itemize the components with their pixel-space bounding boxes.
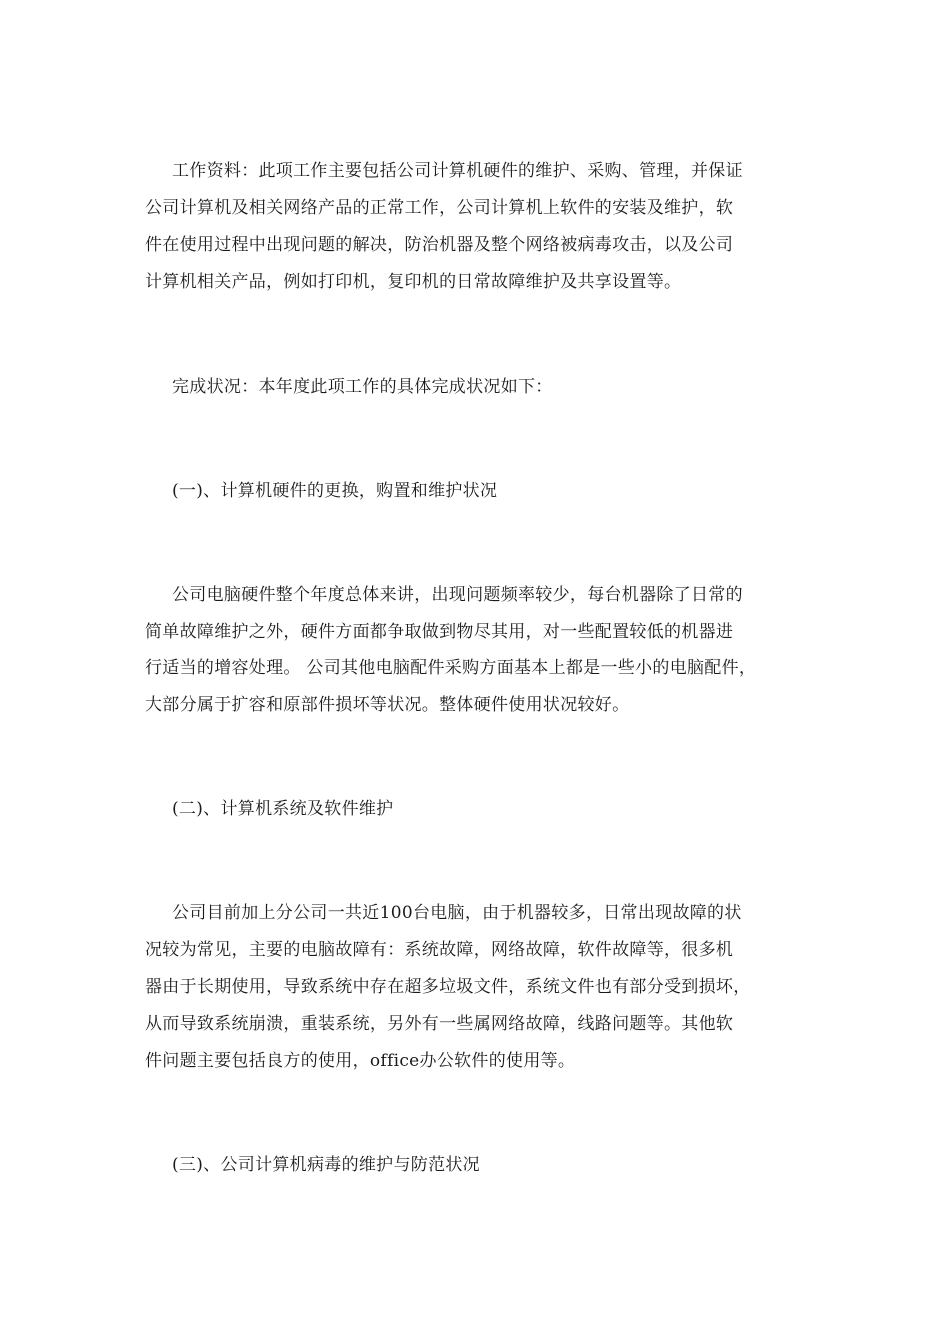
paragraph-work-content-line: 公司计算机及相关网络产品的正常工作，公司计算机上软件的安装及维护，软 bbox=[145, 198, 734, 218]
paragraph-completion-status: 完成状况：本年度此项工作的具体完成状况如下： bbox=[172, 377, 553, 397]
paragraph-work-content-line: 工作资料：此项工作主要包括公司计算机硬件的维护、采购、管理，并保证 bbox=[172, 161, 743, 181]
section-heading-virus: (三)、公司计算机病毒的维护与防范状况 bbox=[172, 1155, 480, 1175]
paragraph-work-content-line: 计算机相关产品，例如打印机，复印机的日常故障维护及共享设置等。 bbox=[145, 272, 682, 292]
section-heading-hardware: (一)、计算机硬件的更换，购置和维护状况 bbox=[172, 481, 498, 501]
paragraph-software-line: 公司目前加上分公司一共近100台电脑，由于机器较多，日常出现故障的状 bbox=[172, 903, 742, 923]
paragraph-software-line: 从而导致系统崩溃，重装系统，另外有一些属网络故障，线路问题等。其他软 bbox=[145, 1014, 734, 1034]
paragraph-software-line: 件问题主要包括良方的使用，office办公软件的使用等。 bbox=[145, 1051, 576, 1071]
paragraph-software-line: 器由于长期使用，导致系统中存在超多垃圾文件，系统文件也有部分受到损坏， bbox=[145, 977, 751, 997]
paragraph-hardware-line: 大部分属于扩容和原部件损坏等状况。整体硬件使用状况较好。 bbox=[145, 695, 630, 715]
paragraph-hardware-line: 简单故障维护之外，硬件方面都争取做到物尽其用，对一些配置较低的机器进 bbox=[145, 622, 734, 642]
section-heading-software: (二)、计算机系统及软件维护 bbox=[172, 799, 394, 819]
paragraph-software-line: 况较为常见，主要的电脑故障有：系统故障，网络故障，软件故障等，很多机 bbox=[145, 940, 734, 960]
paragraph-hardware-line: 公司电脑硬件整个年度总体来讲，出现问题频率较少，每台机器除了日常的 bbox=[172, 585, 743, 605]
paragraph-work-content-line: 件在使用过程中出现问题的解决，防治机器及整个网络被病毒攻击，以及公司 bbox=[145, 235, 734, 255]
paragraph-hardware-line: 行适当的增容处理。 公司其他电脑配件采购方面基本上都是一些小的电脑配件， bbox=[145, 658, 757, 678]
